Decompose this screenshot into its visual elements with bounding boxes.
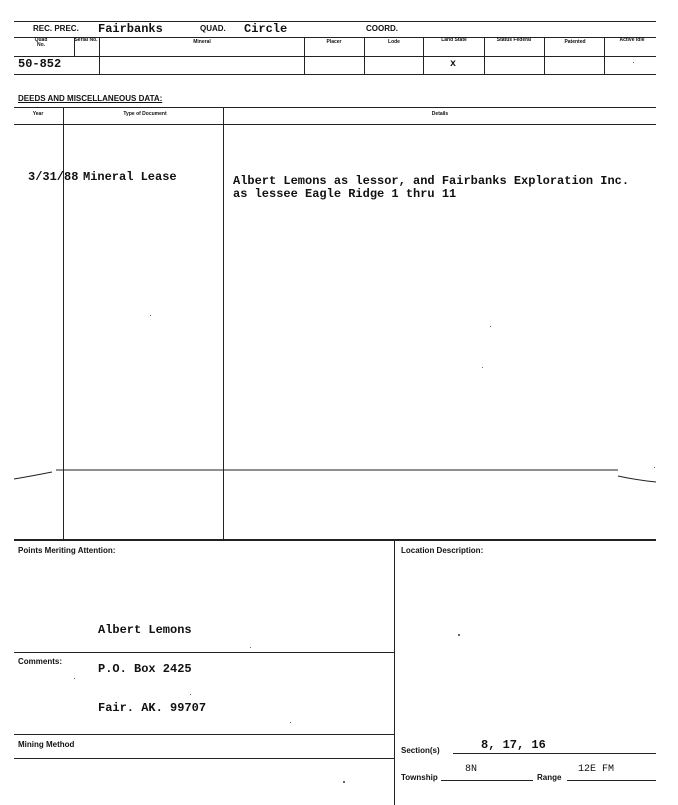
section-underline: [453, 753, 656, 754]
speck: [343, 781, 345, 783]
deeds-header-rule: [14, 124, 656, 125]
range-underline: [567, 780, 656, 781]
col-divider: [304, 37, 305, 74]
deed-entry-year: 3/31/88: [28, 170, 79, 184]
township-value: 8N: [465, 764, 478, 775]
speck: [458, 634, 460, 636]
address-line-po-box: P.O. Box 2425: [98, 662, 192, 676]
col-active-idle: Active Idle: [619, 37, 645, 43]
speck: [290, 722, 291, 723]
range-value: 12E FM: [578, 764, 615, 775]
col-quad-no: Quad No.: [34, 37, 48, 48]
land-state-mark: x: [450, 59, 457, 70]
address-line-city: Fair. AK. 99707: [98, 701, 207, 715]
coord-label: COORD.: [366, 24, 398, 33]
rec-prec-value: Fairbanks: [98, 22, 163, 36]
section-label: Section(s): [401, 746, 440, 755]
col-divider: [364, 37, 365, 74]
deed-entry-details-line1: Albert Lemons as lessor, and Fairbanks Exploration Inc.: [233, 174, 630, 188]
township-label: Township: [401, 773, 438, 782]
col-divider: [544, 37, 545, 74]
deed-entry-details-line2: as lessee Eagle Ridge 1 thru 11: [233, 187, 457, 201]
location-description-label: Location Description:: [401, 546, 484, 555]
col-divider: [423, 37, 424, 74]
fold-line: [0, 462, 678, 492]
comments-label: Comments:: [18, 657, 63, 666]
col-lode: Lode: [388, 39, 400, 45]
comments-top-rule: [14, 652, 394, 653]
col-mineral: Mineral: [193, 39, 211, 45]
deed-entry-type: Mineral Lease: [83, 170, 177, 184]
section-value: 8, 17, 16: [481, 738, 546, 752]
deeds-top-rule: [14, 107, 656, 108]
col-divider: [604, 37, 605, 74]
mining-method-top-rule: [14, 734, 394, 735]
quad-value: Circle: [244, 22, 288, 36]
speck: [74, 678, 75, 679]
quad-label: QUAD.: [200, 24, 226, 33]
speck: [490, 326, 491, 327]
col-status-federal: Status Federal: [496, 37, 532, 43]
deeds-bottom-rule: [14, 539, 656, 541]
col-patented: Patented: [564, 39, 586, 45]
col-placer: Placer: [326, 39, 342, 45]
points-meriting-attention-label: Points Meriting Attention:: [18, 546, 116, 555]
rec-prec-label: REC. PREC.: [33, 24, 79, 33]
mining-method-bottom-rule: [14, 758, 394, 759]
speck: [190, 694, 191, 695]
speck: [633, 62, 634, 63]
address-line-name: Albert Lemons: [98, 623, 192, 637]
col-divider: [484, 37, 485, 74]
deeds-section-title: DEEDS AND MISCELLANEOUS DATA:: [18, 94, 163, 103]
record-bottom-rule: [14, 74, 656, 75]
col-serial-no: Serial No.: [74, 37, 98, 43]
col-year: Year: [32, 111, 44, 117]
speck: [250, 647, 251, 648]
col-details: Details: [431, 111, 449, 117]
speck: [482, 367, 483, 368]
mining-method-label: Mining Method: [18, 740, 75, 749]
points-address: [98, 598, 206, 728]
quad-number-value: 50-852: [18, 57, 62, 71]
range-label: Range: [537, 773, 562, 782]
column-header-bottom-rule: [14, 56, 656, 57]
column-header-top-rule: [14, 37, 656, 38]
lower-center-divider: [394, 540, 395, 805]
col-type-of-document: Type of Document: [123, 111, 167, 117]
col-land-state: Land State: [441, 37, 467, 43]
township-underline: [441, 780, 533, 781]
speck: [150, 315, 151, 316]
